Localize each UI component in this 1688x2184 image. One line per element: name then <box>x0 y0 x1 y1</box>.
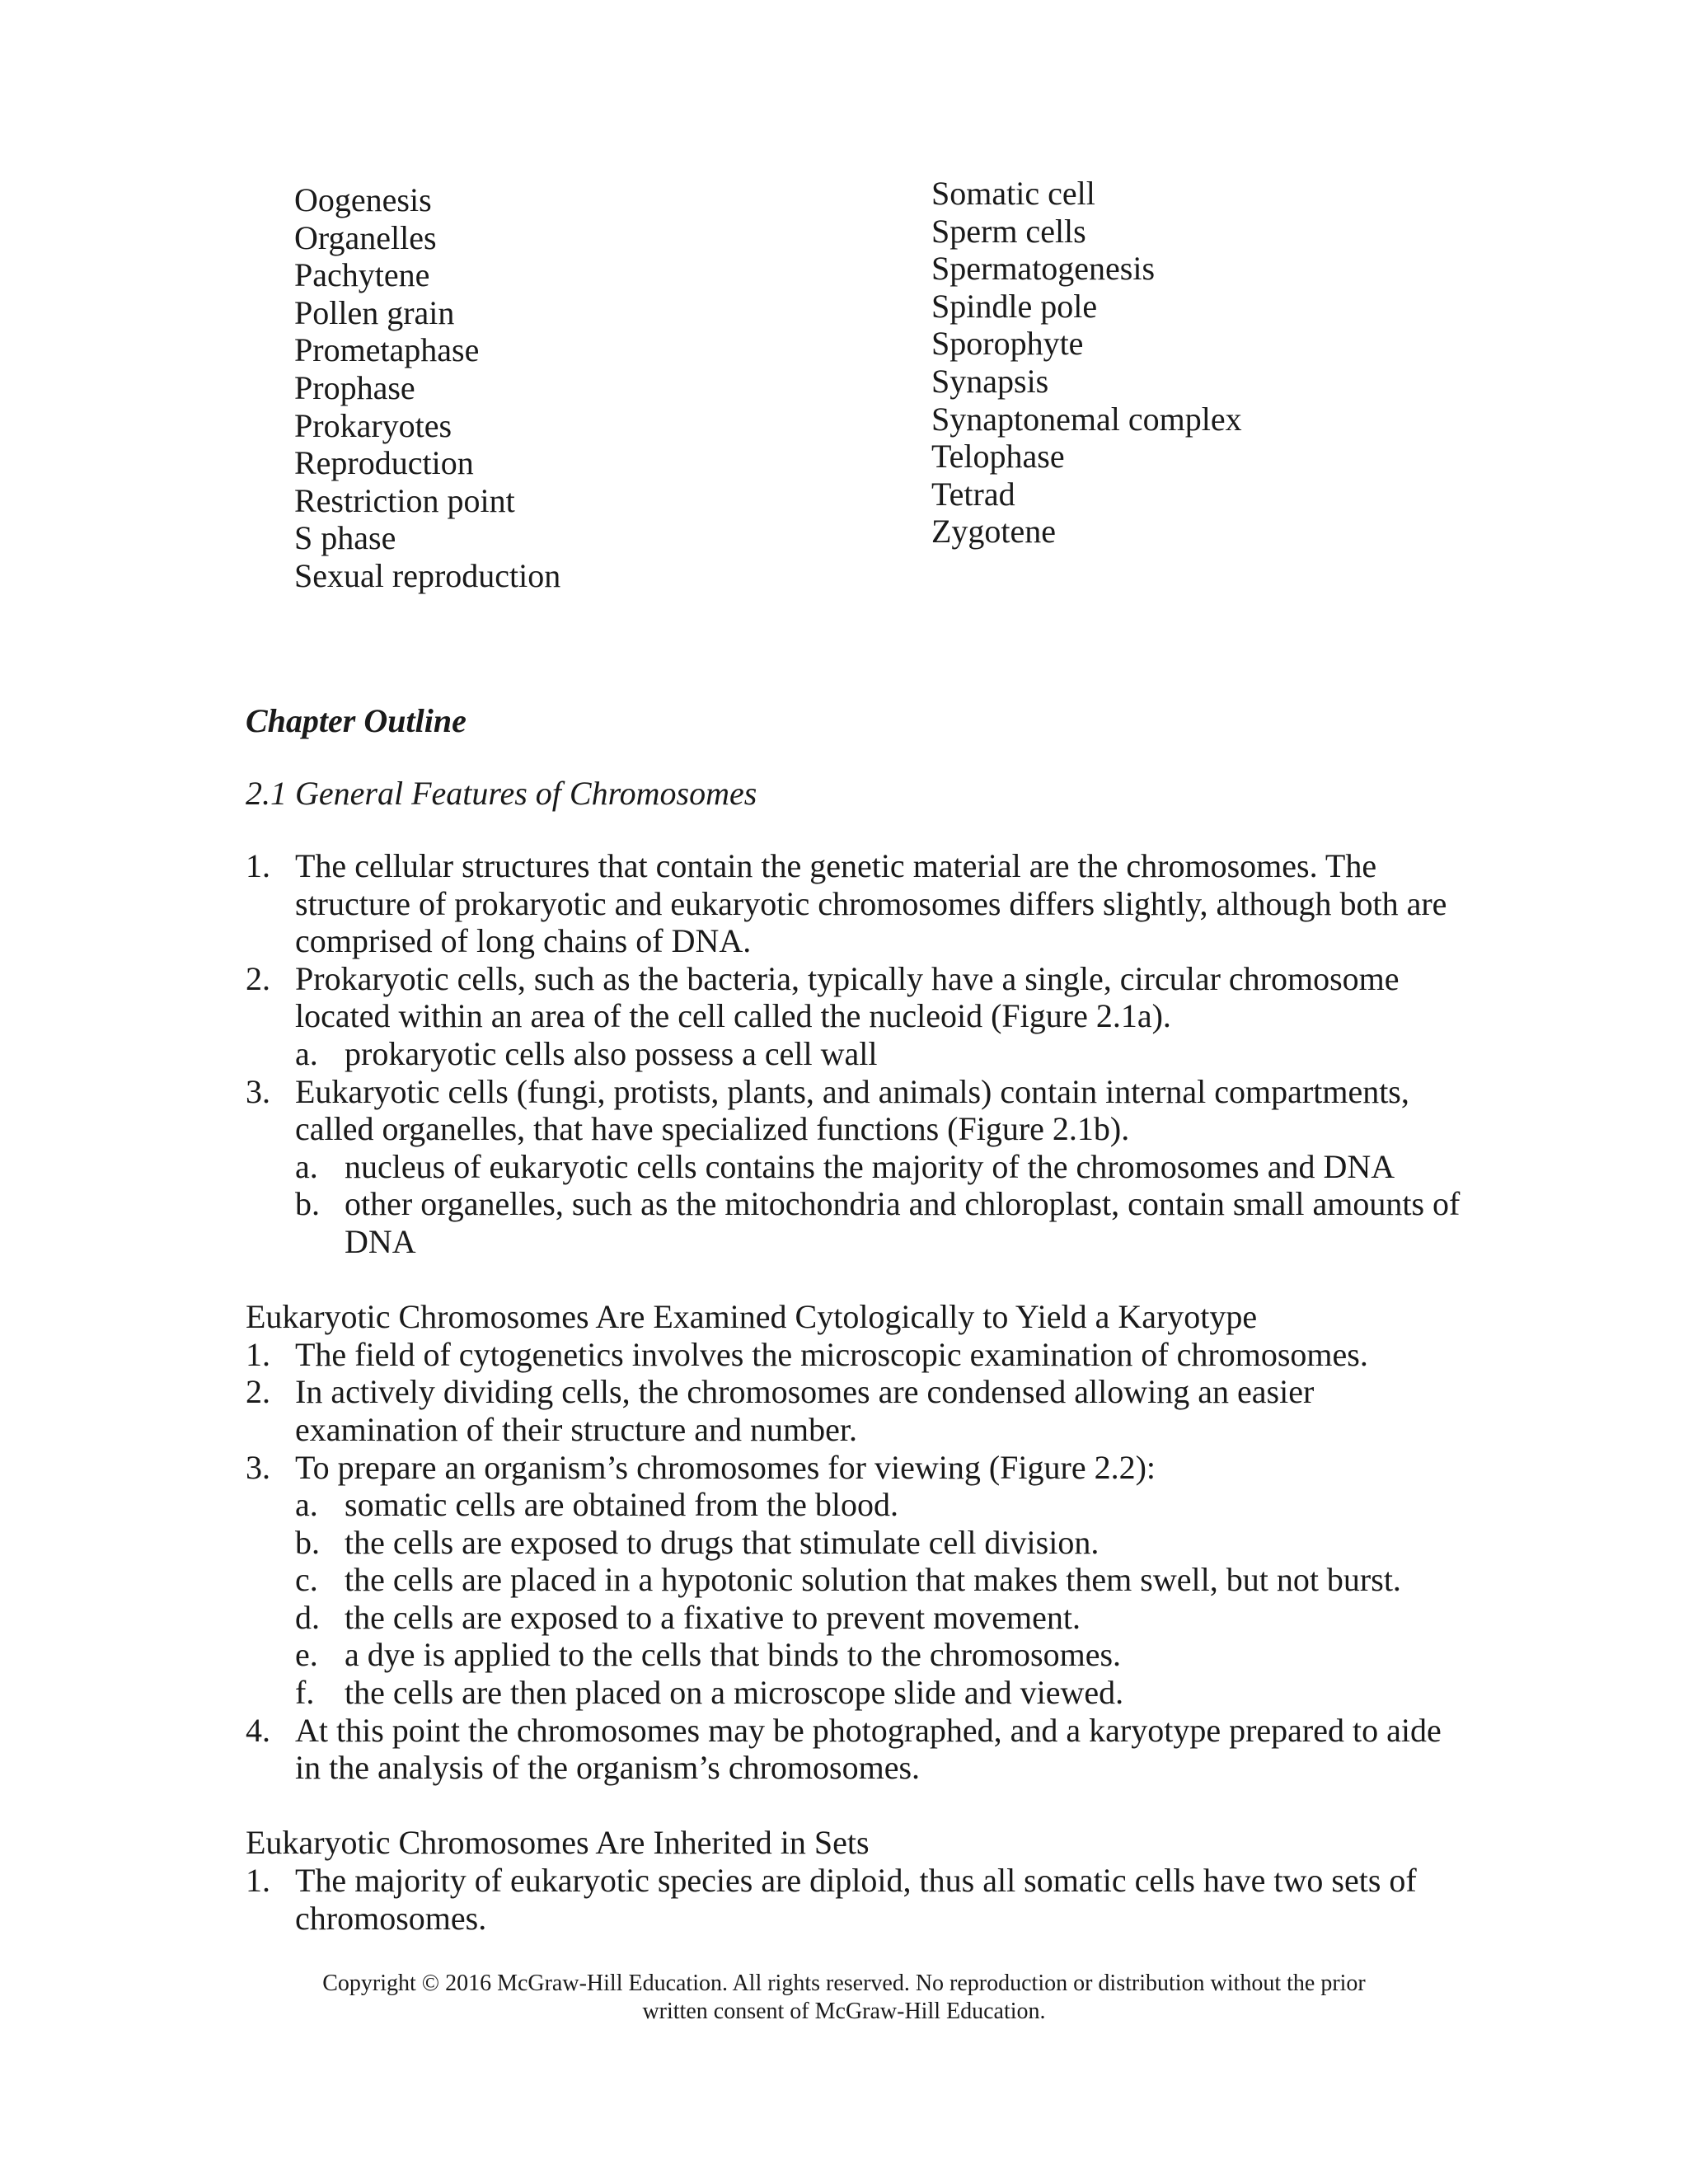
term-item: Pachytene <box>294 256 430 294</box>
terms-column-right <box>931 175 1242 551</box>
sub-list-item <box>295 1035 1465 1073</box>
list-item-text: Eukaryotic cells (fungi, protists, plants, and animals) contain internal compartments, called organelles, that have specialized functions (Figure 2.1b). <box>295 1072 1409 1148</box>
term-item: Prophase <box>294 368 415 406</box>
sub-list-item <box>295 1185 1465 1260</box>
sub-item-text: other organelles, such as the mitochondria and chloroplast, contain small amounts of DNA <box>345 1185 1461 1260</box>
list-marker: 1. <box>246 1335 270 1373</box>
term-item: Zygotene <box>931 513 1057 551</box>
sub-marker: b. <box>295 1185 320 1223</box>
sub-marker: e. <box>295 1636 318 1674</box>
sub-list-item <box>295 1486 1465 1524</box>
sub-item-text: the cells are placed in a hypotonic solution that makes them swell, but not burst. <box>345 1561 1401 1599</box>
list-marker: 2. <box>246 959 270 997</box>
sub-list-item <box>295 1561 1465 1599</box>
sets-title: Eukaryotic Chromosomes Are Inherited in Sets <box>246 1824 870 1862</box>
sub-list-item <box>295 1524 1465 1562</box>
term-item: Prokaryotes <box>294 406 452 444</box>
list-item <box>246 847 1465 960</box>
list-item <box>246 1336 1465 1374</box>
term-item: Prometaphase <box>294 331 480 369</box>
sub-list-item <box>295 1674 1465 1712</box>
sub-list <box>295 1486 1465 1712</box>
spacer <box>246 1261 1465 1299</box>
list-marker: 1. <box>246 1862 270 1900</box>
term-item: Spindle pole <box>931 287 1098 325</box>
list-item <box>246 1373 1465 1448</box>
sub-marker: d. <box>295 1598 320 1636</box>
term-item: Restriction point <box>294 481 515 519</box>
sub-list <box>295 1035 1465 1073</box>
list-item-text: To prepare an organism’s chromosomes for viewing (Figure 2.2): <box>295 1448 1156 1486</box>
list-item-text: The cellular structures that contain the genetic material are the chromosomes. The structure of prokaryotic and eukaryotic chromosomes differs slightly, although both are comprised of long chains of DNA. <box>295 847 1447 960</box>
sub-item-text: somatic cells are obtained from the blood. <box>345 1486 899 1524</box>
list-marker: 1. <box>246 847 270 884</box>
spacer <box>246 1787 1465 1825</box>
list-marker: 4. <box>246 1711 270 1749</box>
term-item: Somatic cell <box>931 175 1095 212</box>
list-marker: 3. <box>246 1072 270 1110</box>
sub-list-item <box>295 1636 1465 1674</box>
terms-column-left <box>294 181 560 595</box>
sub-item-text: the cells are then placed on a microscope slide and viewed. <box>345 1674 1124 1712</box>
term-item: Spermatogenesis <box>931 250 1156 288</box>
chapter-outline <box>246 702 1465 1937</box>
list-item-text: Prokaryotic cells, such as the bacteria, typically have a single, circular chromosome located within an area of the cell called the nucleoid (Figure 2.1a). <box>295 959 1400 1035</box>
term-item: S phase <box>294 519 396 557</box>
sub-list <box>295 1148 1465 1261</box>
section-list <box>246 847 1465 1261</box>
list-item <box>246 1712 1465 1787</box>
list-item-text: The majority of eukaryotic species are diploid, thus all somatic cells have two sets of chromosomes. <box>295 1862 1417 1937</box>
karyotype-title: Eukaryotic Chromosomes Are Examined Cytologically to Yield a Karyotype <box>246 1298 1258 1336</box>
term-item: Pollen grain <box>294 293 455 331</box>
term-item: Reproduction <box>294 444 474 482</box>
list-item <box>246 1862 1465 1937</box>
term-item: Sporophyte <box>931 325 1084 363</box>
section-title: 2.1 General Features of Chromosomes <box>246 775 757 812</box>
sub-marker: f. <box>295 1674 315 1712</box>
term-item: Tetrad <box>931 475 1015 513</box>
term-item: Sperm cells <box>931 212 1086 250</box>
sub-item-text: the cells are exposed to drugs that stimulate cell division. <box>345 1523 1100 1561</box>
sub-item-text: the cells are exposed to a fixative to prevent movement. <box>345 1598 1081 1636</box>
term-item: Telophase <box>931 438 1065 476</box>
list-item-text: The field of cytogenetics involves the microscopic examination of chromosomes. <box>295 1335 1368 1373</box>
list-item <box>246 1073 1465 1261</box>
sub-list-item <box>295 1148 1465 1186</box>
term-item: Synapsis <box>931 362 1049 400</box>
sub-item-text: prokaryotic cells also possess a cell wall <box>345 1034 878 1072</box>
list-item <box>246 1449 1465 1712</box>
sub-marker: a. <box>295 1147 318 1185</box>
list-marker: 3. <box>246 1448 270 1486</box>
karyotype-list <box>246 1336 1465 1787</box>
sub-marker: c. <box>295 1561 318 1599</box>
list-item-text: At this point the chromosomes may be photographed, and a karyotype prepared to aide in the analysis of the organism’s chromosomes. <box>295 1711 1442 1787</box>
sets-list <box>246 1862 1465 1937</box>
sub-marker: a. <box>295 1486 318 1524</box>
footer-line: Copyright © 2016 McGraw-Hill Education. All rights reserved. No reproduction or distribution without the prior <box>322 1971 1366 1996</box>
list-item <box>246 960 1465 1073</box>
list-marker: 2. <box>246 1373 270 1411</box>
sub-list-item <box>295 1599 1465 1637</box>
footer-line: written consent of McGraw-Hill Education. <box>642 1999 1046 2024</box>
term-item: Organelles <box>294 218 437 256</box>
list-item-text: In actively dividing cells, the chromosomes are condensed allowing an easier examination of their structure and number. <box>295 1373 1315 1448</box>
term-item: Sexual reproduction <box>294 556 561 594</box>
chapter-outline-heading: Chapter Outline <box>246 702 467 739</box>
sub-marker: b. <box>295 1523 320 1561</box>
sub-item-text: nucleus of eukaryotic cells contains the majority of the chromosomes and DNA <box>345 1147 1395 1185</box>
copyright-footer <box>0 1970 1688 2026</box>
sub-item-text: a dye is applied to the cells that binds to the chromosomes. <box>345 1636 1122 1674</box>
term-item: Synaptonemal complex <box>931 400 1242 438</box>
term-item: Oogenesis <box>294 181 432 218</box>
sub-marker: a. <box>295 1034 318 1072</box>
